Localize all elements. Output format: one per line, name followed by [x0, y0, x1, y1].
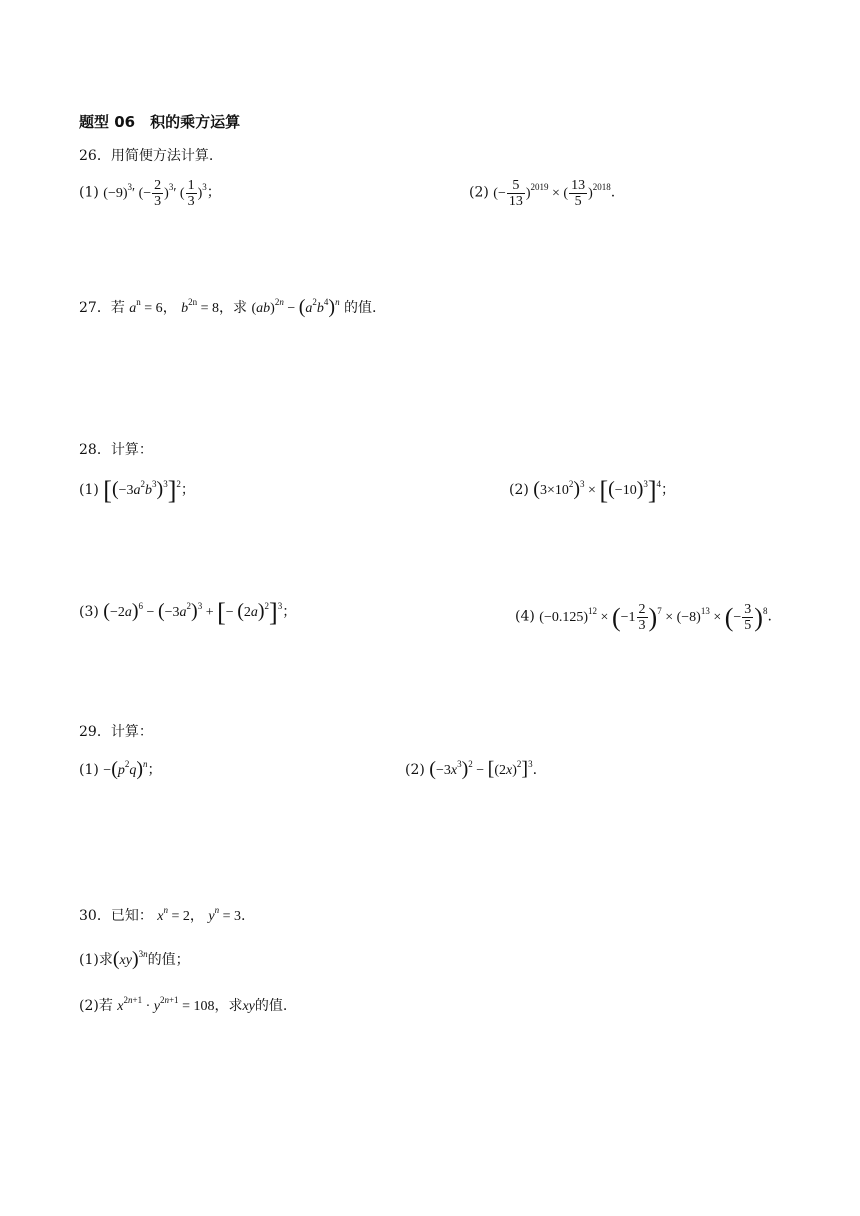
stem-prefix: 30．已知：	[79, 908, 153, 924]
condition-1: $x^n = 2$	[157, 905, 190, 924]
terminator: ；	[180, 482, 195, 498]
tail-text: 的值；	[147, 952, 190, 968]
terminator: .	[767, 608, 772, 625]
problem-28-part-1	[79, 475, 195, 505]
expression: $(ab)^{2n} - (a^2b^4)^n$	[251, 296, 340, 318]
problem-30-part-1	[79, 950, 190, 971]
tail-text: 的值.	[254, 998, 288, 1014]
part-label: (2)	[405, 762, 425, 778]
exp: 2n	[188, 297, 198, 307]
terminator: .	[240, 908, 246, 924]
problem-26-part-2	[469, 178, 615, 209]
expression: $-(p^2q)^n$	[103, 758, 148, 780]
section-title: 题型 06 积的乘方运算	[79, 113, 241, 131]
problem-26-stem: 26．用简便方法计算.	[79, 148, 214, 164]
problem-28-part-4	[515, 602, 772, 633]
value: = 8	[197, 301, 220, 316]
expression: (− $\frac{5}{13}$ )$^{2019}$ × ( $\frac{13}{5}$ )$^{2018}$	[493, 178, 611, 209]
part-label: (3)	[79, 604, 99, 620]
expression: $(-9)^3'$ (− $\frac{2}{3}$ )$^3$′ ( $\frac{1}{3}$ )$^3$	[103, 178, 207, 209]
expression: $x^{2n+1} \cdot y^{2n+1} = 108$	[117, 995, 215, 1014]
problem-29-stem: 29．计算：	[79, 724, 153, 740]
part-label: (2)	[79, 998, 99, 1014]
part-text: 求	[98, 952, 113, 968]
separator: ，	[162, 300, 177, 316]
part-label: (1)	[79, 952, 99, 968]
terminator: ；	[147, 762, 162, 778]
terminator: .	[532, 762, 538, 778]
expression: $(-2a)^6 - (-3a^2)^3$ + [− $(2a)^2]^3$	[103, 597, 283, 627]
part-label: (1)	[79, 184, 99, 201]
condition-2: $y^n = 3$	[208, 905, 241, 924]
var-a: a	[129, 301, 137, 316]
part-text: 若	[98, 998, 113, 1014]
expression-xy: xy	[242, 999, 255, 1014]
ask-text: ，求	[219, 300, 248, 316]
terminator: ；	[661, 482, 676, 498]
exp: n	[136, 297, 141, 307]
terminator: .	[610, 184, 616, 201]
terminator: ；	[282, 604, 297, 620]
tail-text: 的值.	[344, 300, 377, 316]
problem-28-part-3	[79, 597, 297, 627]
problem-28-part-2	[509, 475, 676, 505]
problem-29-part-1	[79, 760, 162, 781]
expression: $[(-3a^2b^3)^3]^2$	[103, 475, 181, 505]
problem-28-stem: 28．计算：	[79, 442, 153, 458]
part-label: (4)	[515, 608, 535, 625]
part-label: (2)	[509, 482, 529, 498]
problem-26-part-1	[79, 178, 221, 209]
value: = 6	[140, 301, 163, 316]
mid-text: ，求	[214, 998, 243, 1014]
problem-30-part-2	[79, 996, 287, 1017]
problem-29-part-2	[405, 760, 537, 781]
expression: $(3\times 10^2)^3 \times [(-10)^3]^4$	[533, 475, 662, 505]
var-b: b	[181, 301, 189, 316]
problem-number: 27．若	[79, 300, 125, 316]
expression: (xy)$^{3n}$	[112, 948, 148, 970]
expression: $(-0.125)^{12} \times (-1$ $\frac{2}{3}$ )$^7 \times (-8)^{13}$ × (− $\frac{3}{5}$ )$^8$	[539, 602, 768, 633]
problem-30-stem: 30．已知： $x^n = 2$， $y^n = 3$.	[79, 905, 246, 924]
terminator: ；	[206, 184, 221, 201]
part-label: (2)	[469, 184, 489, 201]
expression: $(-3x^3)^2 - [(2x)^2]^3$	[429, 758, 533, 780]
part-label: (1)	[79, 762, 99, 778]
problem-27	[79, 298, 377, 319]
part-label: (1)	[79, 482, 99, 498]
